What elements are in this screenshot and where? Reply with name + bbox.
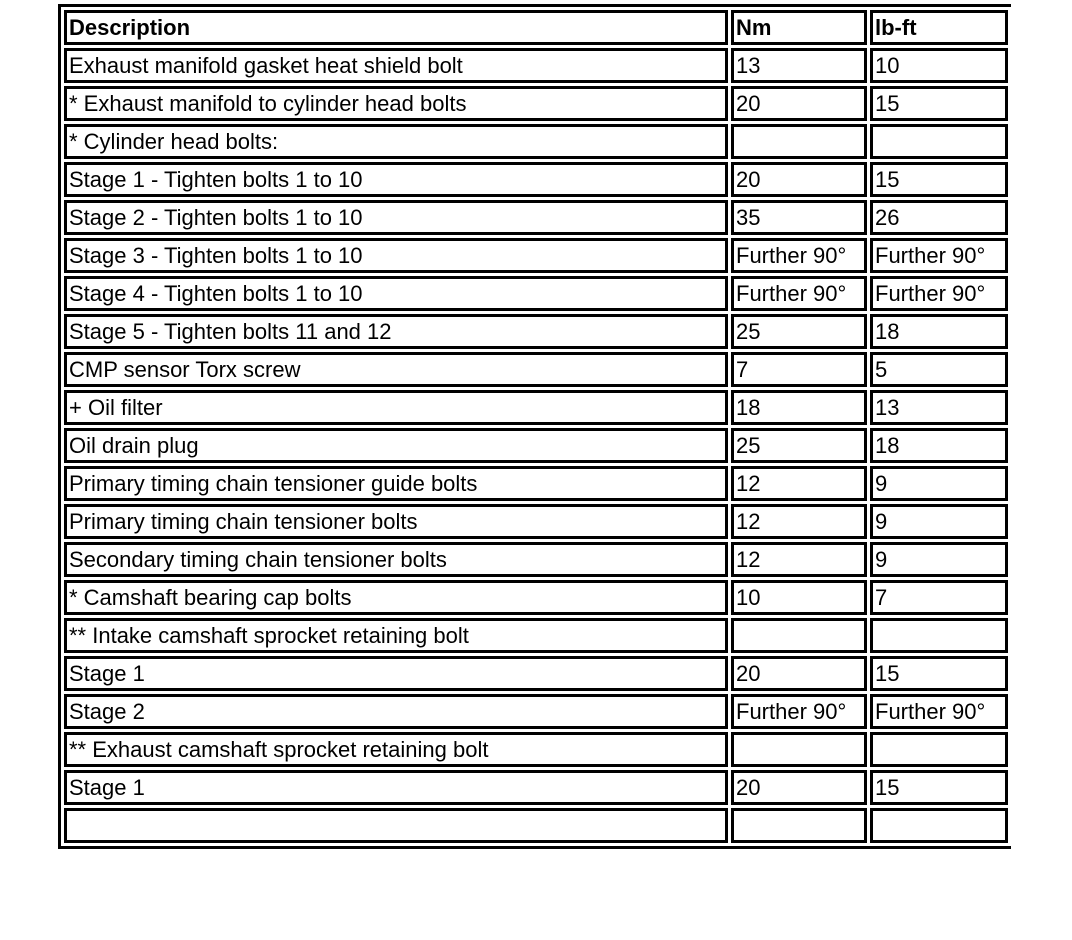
cell-lbft: 15 xyxy=(870,770,1008,805)
cell-nm: 10 xyxy=(731,580,867,615)
cell-description xyxy=(64,808,728,843)
cell-nm: 7 xyxy=(731,352,867,387)
cell-lbft xyxy=(870,124,1008,159)
cell-nm: 20 xyxy=(731,656,867,691)
cell-nm: 20 xyxy=(731,162,867,197)
cell-nm: 12 xyxy=(731,542,867,577)
table-row xyxy=(64,618,1008,653)
cell-description: Primary timing chain tensioner bolts xyxy=(64,504,728,539)
cell-description: * Exhaust manifold to cylinder head bolts xyxy=(64,86,728,121)
table-row xyxy=(64,770,1008,805)
cell-description: Stage 2 xyxy=(64,694,728,729)
table-row xyxy=(64,694,1008,729)
table-row xyxy=(64,656,1008,691)
cell-lbft: 15 xyxy=(870,162,1008,197)
table-row xyxy=(64,276,1008,311)
cell-lbft xyxy=(870,618,1008,653)
table-row xyxy=(64,390,1008,425)
cell-description: Stage 2 - Tighten bolts 1 to 10 xyxy=(64,200,728,235)
cell-lbft xyxy=(870,732,1008,767)
table-row xyxy=(64,504,1008,539)
cell-nm xyxy=(731,618,867,653)
table-header-row xyxy=(64,10,1008,45)
cell-description: Stage 1 xyxy=(64,656,728,691)
cell-nm xyxy=(731,124,867,159)
column-header-lbft: lb-ft xyxy=(870,10,1008,45)
cell-nm: 20 xyxy=(731,770,867,805)
cell-lbft: 18 xyxy=(870,314,1008,349)
cell-description: * Camshaft bearing cap bolts xyxy=(64,580,728,615)
cell-description: Stage 4 - Tighten bolts 1 to 10 xyxy=(64,276,728,311)
table-row xyxy=(64,162,1008,197)
cell-nm: 35 xyxy=(731,200,867,235)
cell-description: Stage 5 - Tighten bolts 11 and 12 xyxy=(64,314,728,349)
cell-lbft: Further 90° xyxy=(870,238,1008,273)
table-row xyxy=(64,466,1008,501)
cell-description: * Cylinder head bolts: xyxy=(64,124,728,159)
cell-lbft xyxy=(870,808,1008,843)
cell-description: Secondary timing chain tensioner bolts xyxy=(64,542,728,577)
cell-nm: 18 xyxy=(731,390,867,425)
cell-lbft: 5 xyxy=(870,352,1008,387)
cell-lbft: Further 90° xyxy=(870,276,1008,311)
cell-lbft: 10 xyxy=(870,48,1008,83)
cell-lbft: 26 xyxy=(870,200,1008,235)
table-row xyxy=(64,238,1008,273)
cell-nm: 25 xyxy=(731,314,867,349)
table-row xyxy=(64,542,1008,577)
cell-description: Stage 3 - Tighten bolts 1 to 10 xyxy=(64,238,728,273)
table-row xyxy=(64,352,1008,387)
cell-nm: 12 xyxy=(731,504,867,539)
cell-nm: 25 xyxy=(731,428,867,463)
cell-description: ** Exhaust camshaft sprocket retaining bolt xyxy=(64,732,728,767)
torque-spec-table-container xyxy=(58,4,1011,872)
table-row xyxy=(64,808,1008,843)
table-row xyxy=(64,314,1008,349)
cell-lbft: 18 xyxy=(870,428,1008,463)
cell-description: Primary timing chain tensioner guide bolts xyxy=(64,466,728,501)
cell-description: Exhaust manifold gasket heat shield bolt xyxy=(64,48,728,83)
cell-nm: 20 xyxy=(731,86,867,121)
cell-nm: 13 xyxy=(731,48,867,83)
column-header-description: Description xyxy=(64,10,728,45)
cell-nm: Further 90° xyxy=(731,276,867,311)
table-row xyxy=(64,428,1008,463)
torque-spec-table xyxy=(58,4,1011,849)
cell-nm: Further 90° xyxy=(731,694,867,729)
table-row xyxy=(64,732,1008,767)
cell-nm xyxy=(731,808,867,843)
table-row xyxy=(64,124,1008,159)
cell-lbft: 9 xyxy=(870,504,1008,539)
cell-lbft: 13 xyxy=(870,390,1008,425)
cell-lbft: 9 xyxy=(870,466,1008,501)
cell-nm xyxy=(731,732,867,767)
table-row xyxy=(64,48,1008,83)
cell-description: ** Intake camshaft sprocket retaining bolt xyxy=(64,618,728,653)
table-row xyxy=(64,86,1008,121)
cell-nm: Further 90° xyxy=(731,238,867,273)
cell-description: Stage 1 - Tighten bolts 1 to 10 xyxy=(64,162,728,197)
cell-lbft: 9 xyxy=(870,542,1008,577)
column-header-nm: Nm xyxy=(731,10,867,45)
cell-lbft: 15 xyxy=(870,86,1008,121)
cell-description: Oil drain plug xyxy=(64,428,728,463)
cell-lbft: 15 xyxy=(870,656,1008,691)
cell-description: CMP sensor Torx screw xyxy=(64,352,728,387)
cell-description: + Oil filter xyxy=(64,390,728,425)
table-row xyxy=(64,200,1008,235)
table-row xyxy=(64,580,1008,615)
cell-description: Stage 1 xyxy=(64,770,728,805)
cell-lbft: 7 xyxy=(870,580,1008,615)
cell-nm: 12 xyxy=(731,466,867,501)
cell-lbft: Further 90° xyxy=(870,694,1008,729)
